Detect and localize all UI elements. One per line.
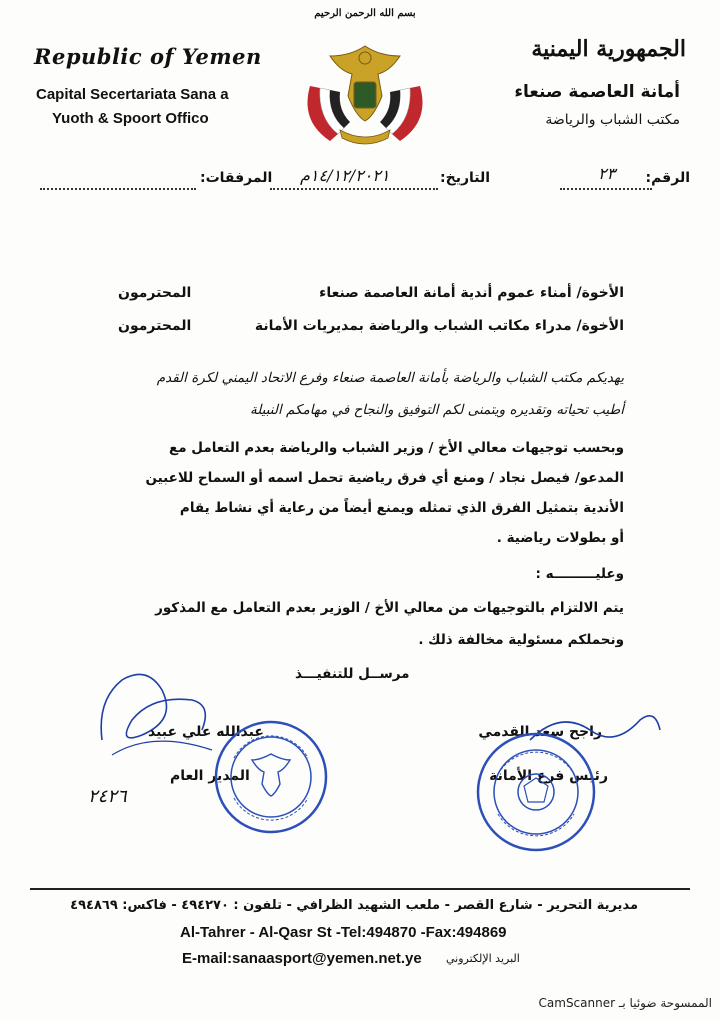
body-line-7: ونحملكم مسئولية مخالفة ذلك . bbox=[418, 632, 624, 648]
arabic-header-line-2: مكتب الشباب والرياضة bbox=[545, 112, 680, 128]
footer-email: E-mail:sanaasport@yemen.net.ye bbox=[182, 950, 422, 967]
body-line-4: أو بطولات رياضية . bbox=[496, 530, 624, 546]
left-signature-number: ٢٤٢٦ bbox=[88, 786, 127, 807]
addressee-1: الأخوة/ أمناء عموم أندية أمانة العاصمة صنعاء bbox=[319, 285, 624, 301]
arabic-header-line-1: أمانة العاصمة صنعاء bbox=[514, 82, 680, 102]
footer-english-address: Al-Tahrer - Al-Qasr St -Tel:494870 -Fax:494869 bbox=[180, 924, 507, 941]
left-office-stamp bbox=[212, 718, 330, 836]
body-line-2: المدعو/ فيصل نجاد / ومنع أي فرق رياضية تحمل اسمه أو السماح للاعبين bbox=[145, 470, 624, 486]
left-signature-scribble bbox=[92, 660, 222, 770]
camscanner-scanned-label: الممسوحة ضوئيا بـ bbox=[618, 996, 712, 1010]
greeting-line-2: أطيب تحياته وتقديره ويتمنى لكم التوفيق والنجاح في مهامكم النبيلة bbox=[249, 402, 624, 418]
office-seal-icon bbox=[212, 718, 330, 836]
left-signatory-name: عبدالله علي عبيد bbox=[148, 724, 264, 740]
greeting-line-1: يهديكم مكتب الشباب والرياضة بأمانة العاصمة صنعاء وفرع الاتحاد اليمني لكرة القدم bbox=[156, 370, 624, 386]
left-signatory-title: المدير العام bbox=[170, 768, 250, 784]
camscanner-app-name: CamScanner bbox=[538, 996, 616, 1010]
right-signatory-title: رئيس فرع الأمانة bbox=[489, 768, 608, 784]
addressee-2-honorific: المحترمون bbox=[118, 318, 192, 334]
body-line-3: الأندية بتمثيل الفرق الذي تمثله ويمنع أيضاً من رعاية أي نشاط يقام bbox=[179, 500, 624, 516]
body-line-8: مرســل للتنفيـــذ bbox=[295, 666, 410, 682]
footer-email-label: البريد الإلكتروني bbox=[446, 952, 520, 965]
body-line-6: يتم الالتزام بالتوجيهات من معالي الأخ / الوزير بعدم التعامل مع المذكور bbox=[155, 600, 624, 616]
english-header-line-2: Yuoth & Spoort Offico bbox=[52, 110, 209, 127]
body-line-1: وبحسب توجيهات معالي الأخ / وزير الشباب والرياضة بعدم التعامل مع bbox=[169, 440, 624, 456]
body-line-5: وعليـــــــــه : bbox=[535, 566, 624, 582]
reference-number-value: ٢٣ bbox=[598, 164, 616, 183]
date-label: التاريخ: bbox=[440, 170, 491, 186]
footer-divider bbox=[30, 888, 690, 890]
right-federation-stamp bbox=[474, 730, 598, 854]
attachments-dotline bbox=[40, 188, 196, 190]
attachments-label: المرفقات: bbox=[200, 170, 273, 186]
addressee-1-honorific: المحترمون bbox=[118, 285, 192, 301]
arabic-republic-title: الجمهورية اليمنية bbox=[531, 36, 686, 62]
right-signatory-name: راجح سعد القدمي bbox=[478, 724, 602, 740]
eagle-icon bbox=[290, 26, 440, 156]
camscanner-watermark bbox=[539, 996, 712, 1010]
date-dotline bbox=[270, 188, 438, 190]
yemen-emblem bbox=[290, 6, 440, 156]
english-header-line-1: Capital Secertariata Sana a bbox=[36, 86, 229, 103]
date-value: ١٤/١٢/٢٠٢١م bbox=[300, 166, 390, 185]
federation-seal-icon bbox=[474, 730, 598, 854]
reference-number-dotline bbox=[560, 188, 652, 190]
addressee-2: الأخوة/ مدراء مكاتب الشباب والرياضة بمديريات الأمانة bbox=[254, 318, 624, 334]
english-republic-title: Republic of Yemen bbox=[34, 44, 262, 69]
footer-arabic-address: مديرية التحرير - شارع القصر - ملعب الشهيد الظرافي - تلفون : ٤٩٤٢٧٠ - فاكس: ٤٩٤٨٦٩ bbox=[70, 898, 638, 913]
reference-number-label: الرقم: bbox=[645, 170, 690, 186]
basmala-text: بسم الله الرحمن الرحيم bbox=[314, 8, 416, 19]
